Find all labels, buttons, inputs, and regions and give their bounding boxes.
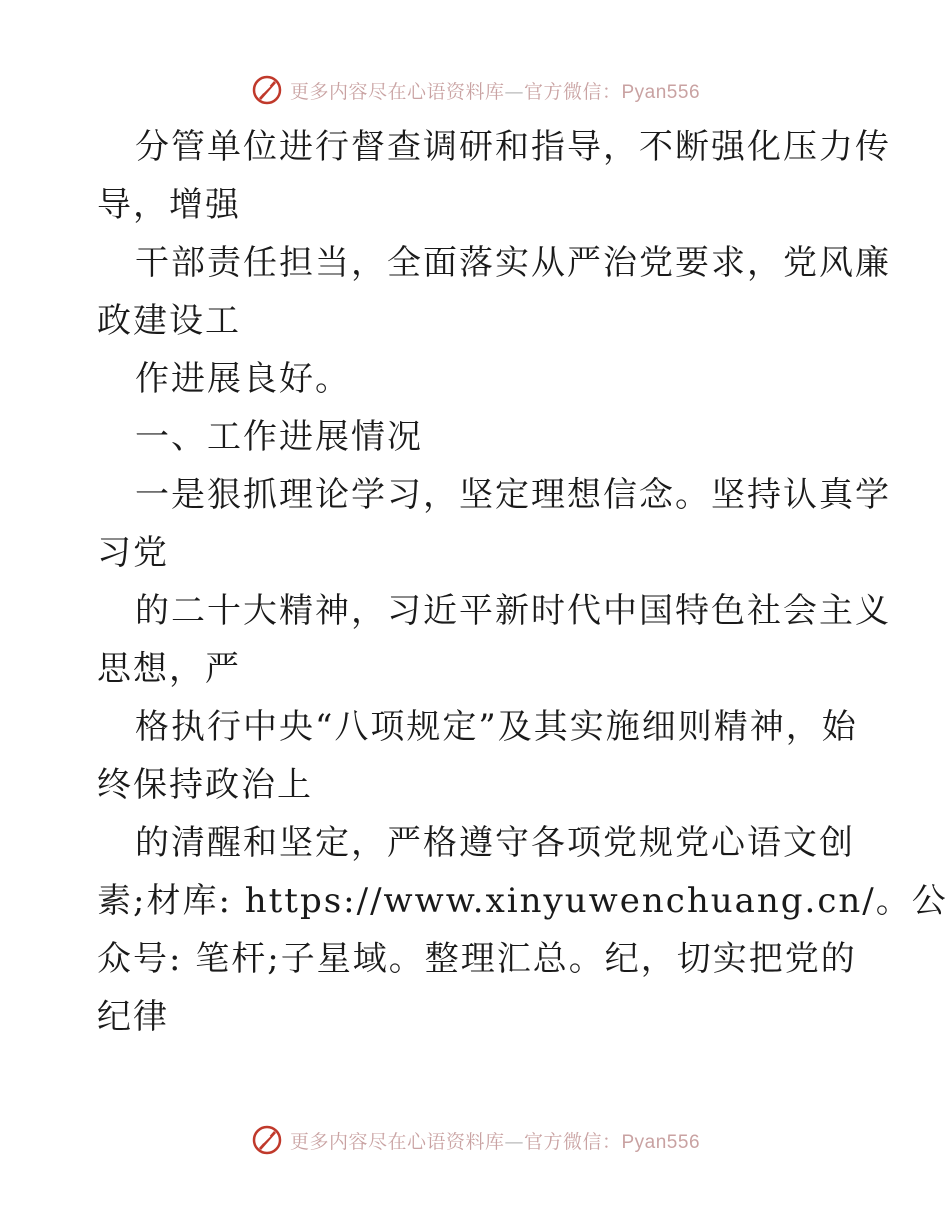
- watermark-title: 更多内容尽在心语资料库: [289, 80, 505, 103]
- document-body: [97, 118, 948, 1046]
- body-line-7: 一是狠抓理论学习，坚定理想信念。坚持认真学: [135, 475, 891, 515]
- body-line-2: 导，增强: [97, 185, 241, 225]
- watermark-separator: —: [504, 80, 524, 103]
- section-heading: 一、工作进展情况: [135, 417, 423, 457]
- body-line-15: 众号: 笔杆;子星域。整理汇总。纪，切实把党的: [97, 939, 857, 979]
- watermark-wechat-label: 官方微信：: [523, 1130, 622, 1153]
- body-line-13: 的清醒和坚定，严格遵守各项党规党心语文创: [135, 823, 855, 863]
- feather-pen-logo-icon: [250, 73, 284, 107]
- body-line-3: 干部责任担当，全面落实从严治党要求，党风廉: [135, 243, 891, 283]
- body-line-8: 习党: [97, 533, 169, 573]
- body-line-12: 终保持政治上: [97, 765, 313, 805]
- footer-watermark: [0, 1120, 950, 1160]
- watermark-wechat-id: Pyan556: [621, 81, 701, 103]
- watermark-wechat-label: 官方微信：: [523, 80, 622, 103]
- body-line-4: 政建设工: [97, 301, 241, 341]
- body-line-5: 作进展良好。: [135, 359, 351, 399]
- body-line-14: 素;材库: https://www.xinyuwenchuang.cn/。公: [97, 881, 948, 921]
- header-watermark: [0, 70, 950, 110]
- feather-pen-logo-icon: [250, 1123, 284, 1157]
- body-line-11: 格执行中央“八项规定”及其实施细则精神，始: [135, 707, 858, 747]
- body-line-9: 的二十大精神，习近平新时代中国特色社会主义: [135, 591, 891, 631]
- body-line-1: 分管单位进行督查调研和指导，不断强化压力传: [135, 127, 891, 167]
- watermark-title: 更多内容尽在心语资料库: [289, 1130, 505, 1153]
- watermark-wechat-id: Pyan556: [621, 1131, 701, 1153]
- body-line-16: 纪律: [97, 997, 169, 1037]
- watermark-separator: —: [504, 1130, 524, 1153]
- body-line-10: 思想，严: [97, 649, 241, 689]
